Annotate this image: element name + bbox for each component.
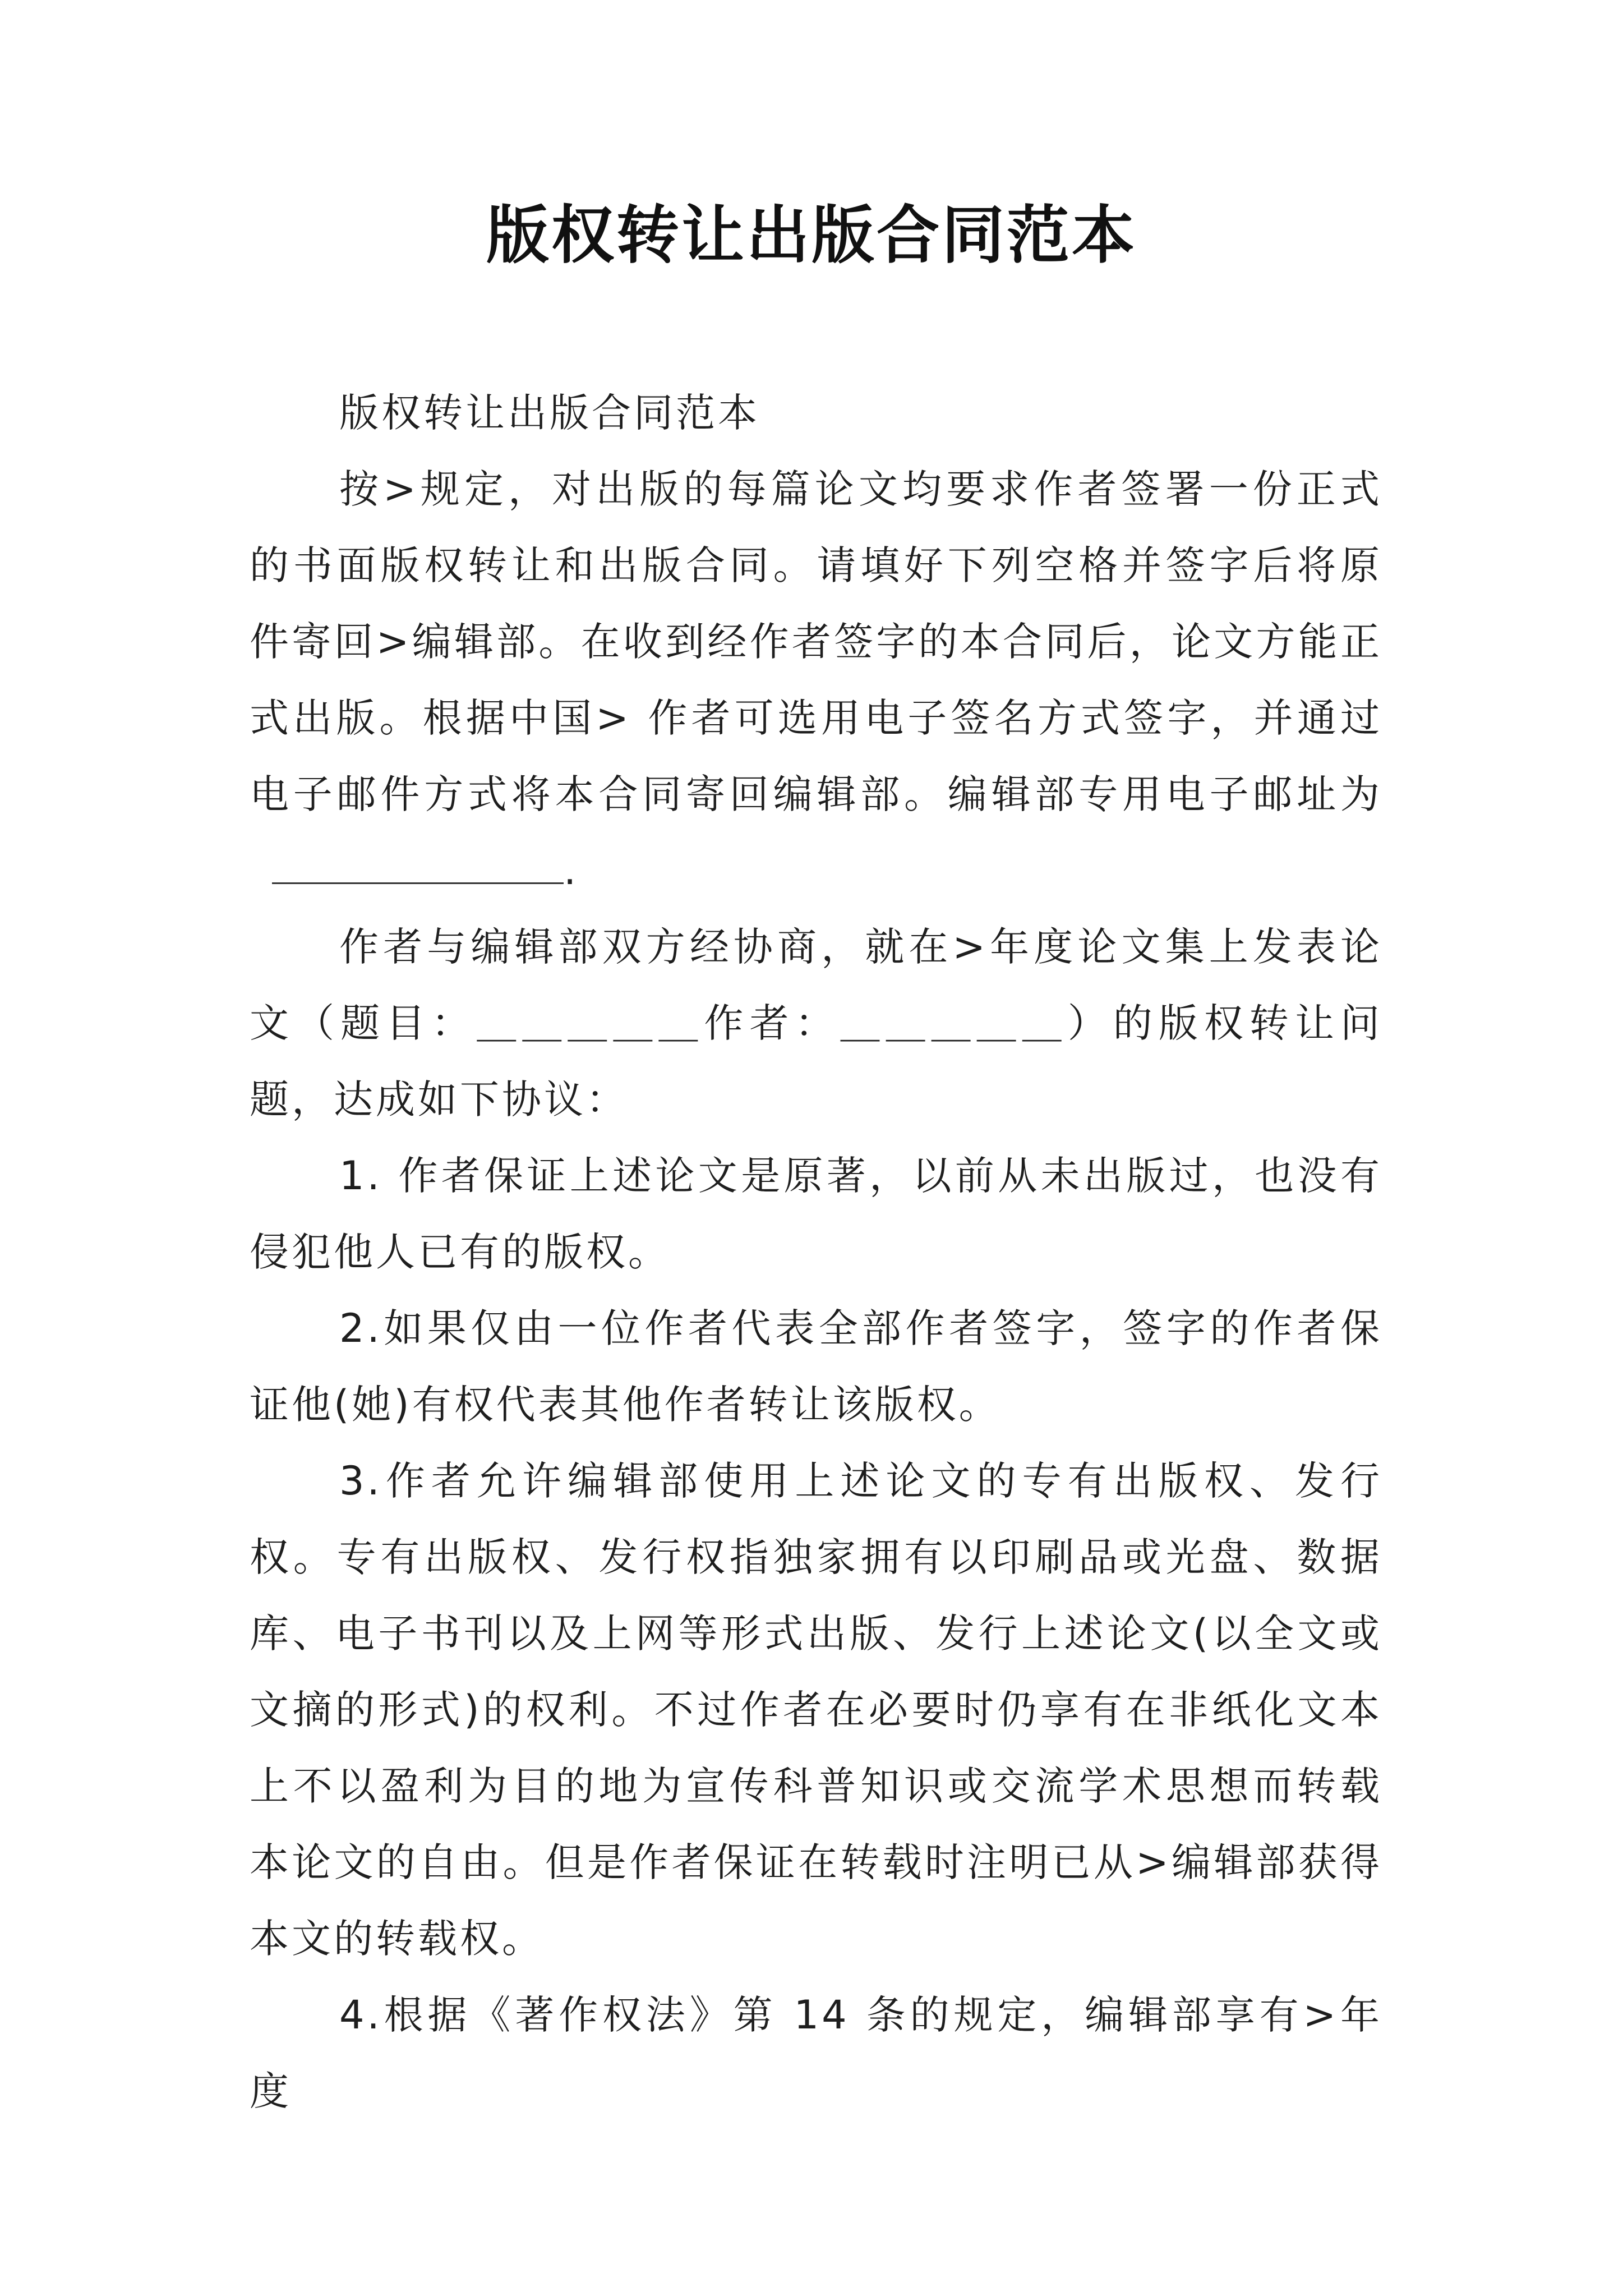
clause-2: 2.如果仅由一位作者代表全部作者签字，签字的作者保证他(她)有权代表其他作者转让该版权。: [250, 1305, 1382, 1428]
agreement-paragraph: 作者与编辑部双方经协商，就在>年度论文集上发表论文（题目：＿＿＿＿＿作者：＿＿＿＿＿）的版权转让问题，达成如下协议：: [250, 924, 1382, 1122]
email-suffix: .: [564, 848, 579, 894]
intro-text: 按>规定，对出版的每篇论文均要求作者签署一份正式的书面版权转让和出版合同。请填好下列空格并签字后将原件寄回>编辑部。在收到经作者签字的本合同后，论文方能正式出版。根据中国> 作者可选用电子签名方式签字，并通过电子邮件方式将本合同寄回编辑部。编辑部专用电子邮址为: [250, 466, 1382, 817]
intro-paragraph: [250, 451, 1382, 909]
document-body: [250, 375, 1382, 2129]
clause-4: 4.根据《著作权法》第 14 条的规定，编辑部享有>年度: [250, 1992, 1382, 2114]
clause-1: 1. 作者保证上述论文是原著，以前从未出版过，也没有侵犯他人已有的版权。: [250, 1153, 1382, 1275]
clause-3: 3.作者允许编辑部使用上述论文的专有出版权、发行权。专有出版权、发行权指独家拥有以印刷品或光盘、数据库、电子书刊以及上网等形式出版、发行上述论文(以全文或文摘的形式)的权利。不过作者在必要时仍享有在非纸化文本上不以盈利为目的地为宣传科普知识或交流学术思想而转载本论文的自由。但是作者保证在转载时注明已从>编辑部获得本文的转载权。: [250, 1458, 1382, 1962]
subtitle-paragraph: 版权转让出版合同范本: [339, 390, 760, 436]
email-blank: [272, 849, 564, 884]
document-title: 版权转让出版合同范本: [486, 199, 1137, 272]
